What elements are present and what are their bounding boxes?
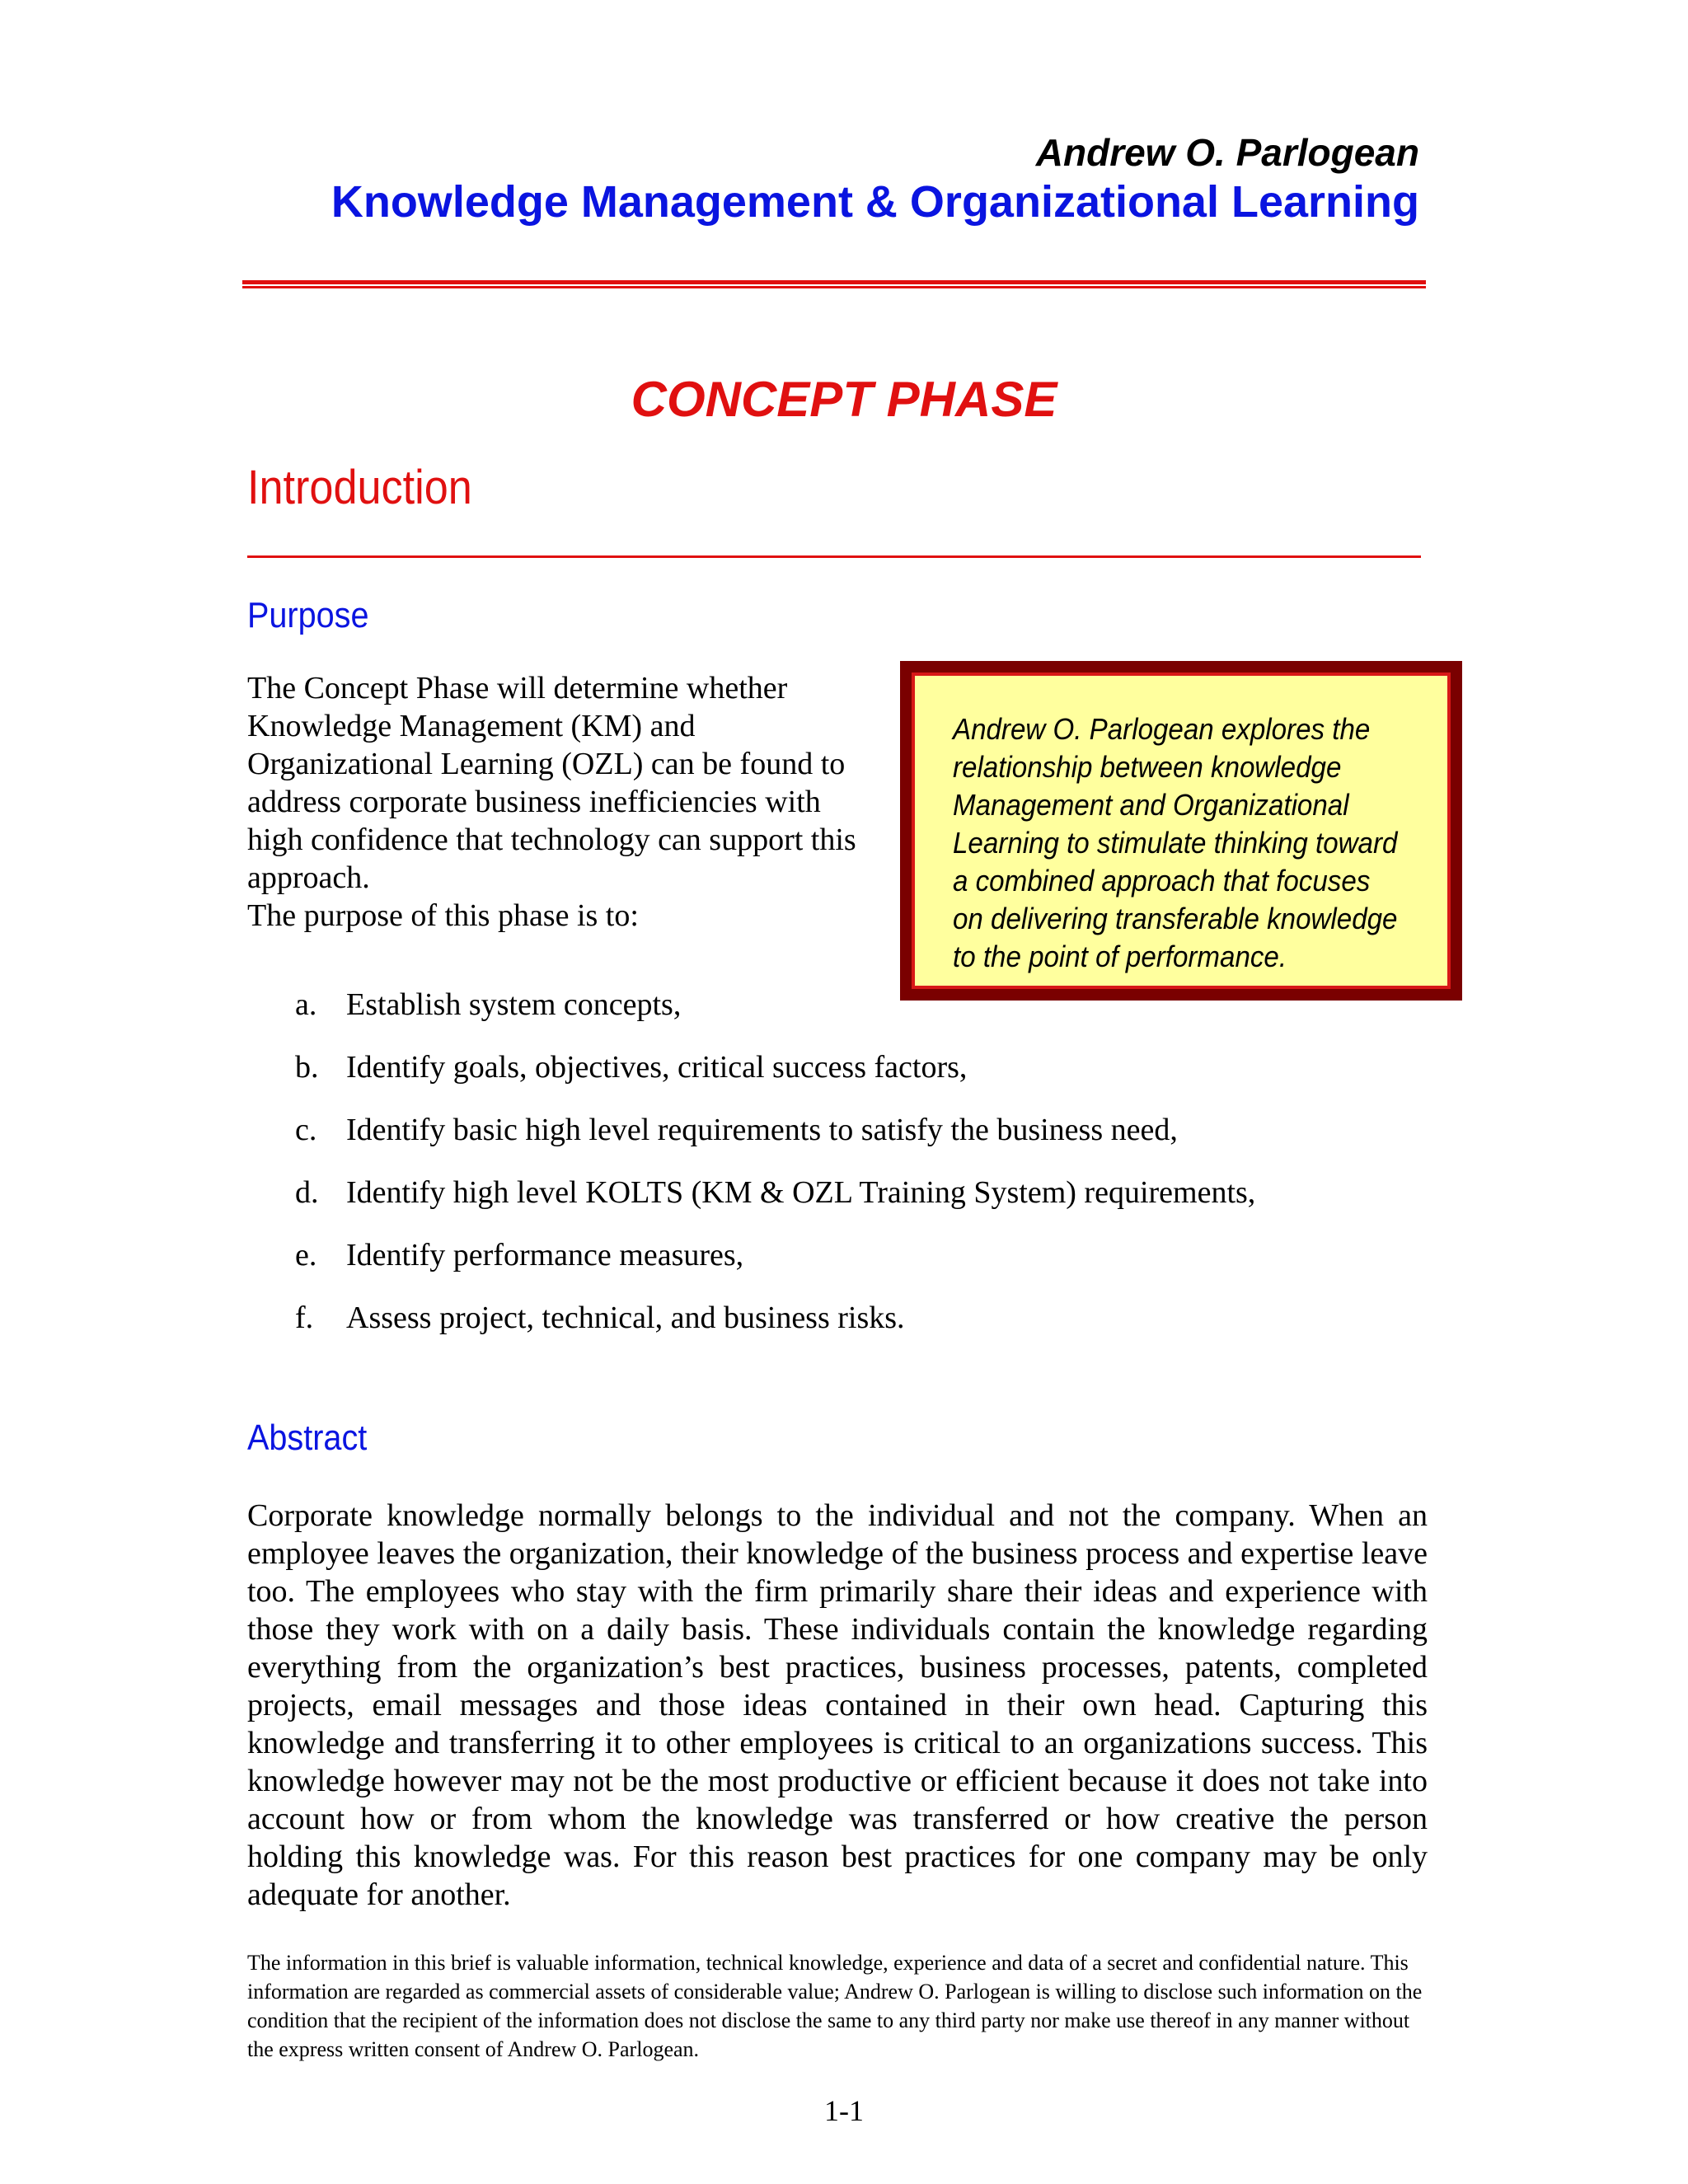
purpose-lead: The purpose of this phase is to: — [247, 898, 639, 933]
header-author: Andrew O. Parlogean — [1035, 131, 1419, 174]
list-item-text: Identify high level KOLTS (KM & OZL Training System) requirements, — [346, 1175, 1256, 1210]
purpose-paragraph: The Concept Phase will determine whether Knowledge Management (KM) and Organizational Learning (OZL) can be found to address corporate business inefficiencies with high confidence that technology can support this approach. — [247, 671, 856, 895]
list-item-text: Identify goals, objectives, critical success factors, — [346, 1050, 968, 1085]
list-item-text: Assess project, technical, and business risks. — [346, 1301, 905, 1335]
callout-text: Andrew O. Parlogean explores the relationship between knowledge Management and Organizational Learning to stimulate thinking toward a combined approach that focuses on delivering transferable knowledge to the point of performance. — [953, 712, 1398, 973]
list-marker: b. — [295, 1050, 319, 1085]
page-number: 1-1 — [824, 2094, 864, 2127]
confidentiality-notice: The information in this brief is valuable information, technical knowledge, experience and data of a secret and confidential nature. This information are regarded as commercial assets of considerable value; Andrew O. Parlogean is willing to disclose such information on the condition that the recipient of the information does not disclose the same to any third party nor make use thereof in any manner without the express written consent of Andrew O. Parlogean. — [247, 1951, 1423, 2061]
list-item — [295, 986, 1255, 1048]
callout-box — [900, 661, 1462, 1001]
list-item — [295, 1174, 1255, 1236]
abstract-heading: Abstract — [247, 1418, 368, 1458]
list-item — [295, 1236, 1255, 1299]
abstract-paragraph: Corporate knowledge normally belongs to the individual and not the company. When an employee leaves the organization, their knowledge of the business process and expertise leave too. The employees who stay with the firm primarily share their ideas and experience with those they work with on a daily basis. These individuals contain the knowledge regarding everything from the organization’s best practices, business processes, patents, completed projects, email messages and those ideas contained in their own head. Capturing this knowledge and transferring it to other employees is critical to an organizations success. This knowledge however may not be the most productive or efficient because it does not take into account how or from whom the knowledge was transferred or how creative the person holding this knowledge was. For this reason best practices for one company may be only adequate for another. — [247, 1498, 1428, 1912]
header-divider — [242, 280, 1426, 288]
purpose-text — [247, 669, 874, 935]
list-marker: c. — [295, 1113, 317, 1147]
list-item — [295, 1048, 1255, 1111]
introduction-divider — [247, 555, 1421, 558]
list-item-text: Identify performance measures, — [346, 1238, 744, 1272]
introduction-heading: Introduction — [247, 461, 472, 514]
list-item — [295, 1111, 1255, 1174]
phase-title: CONCEPT PHASE — [631, 372, 1057, 427]
list-marker: d. — [295, 1175, 319, 1210]
list-marker: f. — [295, 1301, 314, 1335]
header-title: Knowledge Management & Organizational Learning — [331, 177, 1419, 227]
purpose-list — [295, 986, 1255, 1361]
list-marker: a. — [295, 987, 317, 1022]
list-marker: e. — [295, 1238, 317, 1272]
list-item-text: Establish system concepts, — [346, 987, 682, 1022]
purpose-heading: Purpose — [247, 595, 369, 635]
list-item — [295, 1299, 1255, 1361]
list-item-text: Identify basic high level requirements to satisfy the business need, — [346, 1113, 1178, 1147]
